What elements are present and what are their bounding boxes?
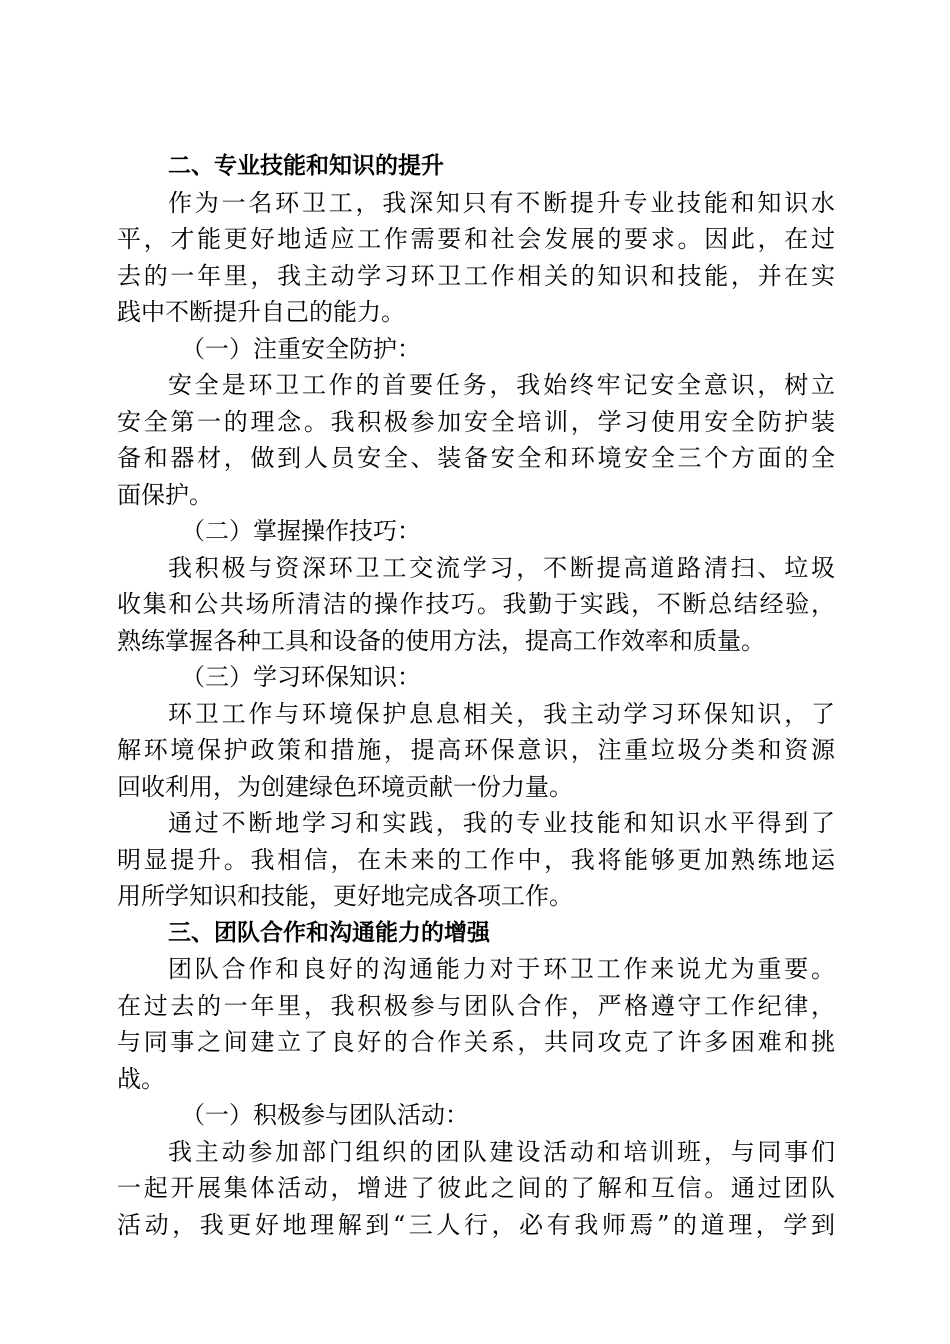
- paragraph-line: 践中不断提升自己的能力。: [117, 298, 405, 326]
- paragraph-line: 用所学知识和技能，更好地完成各项工作。: [117, 882, 573, 910]
- paragraph-line: 明显提升。我相信，在未来的工作中，我将能够更加熟练地运: [117, 845, 835, 874]
- paragraph-line: 战。: [117, 1064, 165, 1093]
- paragraph-line: 一起开展集体活动，增进了彼此之间的了解和互信。通过团队: [117, 1174, 835, 1202]
- subsection-title: （二）掌握操作技巧：: [181, 517, 421, 545]
- paragraph-line: 面保护。: [117, 480, 213, 509]
- paragraph-line: 收集和公共场所清洁的操作技巧。我勤于实践，不断总结经验，: [117, 590, 835, 618]
- paragraph-line: 安全第一的理念。我积极参加安全培训，学习使用安全防护装: [117, 407, 835, 436]
- paragraph-line: 活动，我更好地理解到“三人行，必有我师焉”的道理，学到: [117, 1210, 835, 1239]
- subsection-title: （一）注重安全防护：: [181, 334, 421, 363]
- section-2-heading: 二、专业技能和知识的提升: [168, 153, 444, 179]
- paragraph-line: 与同事之间建立了良好的合作关系，共同攻克了许多困难和挑: [117, 1028, 835, 1056]
- paragraph-line: 备和器材，做到人员安全、装备安全和环境安全三个方面的全: [117, 444, 835, 472]
- paragraph-line: 在过去的一年里，我积极参与团队合作，严格遵守工作纪律，: [117, 991, 835, 1020]
- subsection-title: （一）积极参与团队活动：: [181, 1101, 469, 1129]
- paragraph-line: 环卫工作与环境保护息息相关，我主动学习环保知识，了: [168, 699, 835, 728]
- paragraph-line: 团队合作和良好的沟通能力对于环卫工作来说尤为重要。: [168, 955, 835, 983]
- paragraph-line: 通过不断地学习和实践，我的专业技能和知识水平得到了: [168, 809, 835, 837]
- paragraph-line: 熟练掌握各种工具和设备的使用方法，提高工作效率和质量。: [117, 626, 765, 655]
- paragraph-line: 我主动参加部门组织的团队建设活动和培训班，与同事们: [168, 1137, 835, 1166]
- paragraph-line: 作为一名环卫工，我深知只有不断提升专业技能和知识水: [168, 188, 835, 217]
- document-page: [117, 148, 835, 1243]
- paragraph-line: 我积极与资深环卫工交流学习，不断提高道路清扫、垃圾: [168, 553, 835, 582]
- section-3-heading: 三、团队合作和沟通能力的增强: [168, 919, 490, 946]
- paragraph-line: 平，才能更好地适应工作需要和社会发展的要求。因此，在过: [117, 225, 835, 253]
- subsection-title: （三）学习环保知识：: [181, 663, 421, 691]
- paragraph-line: 安全是环卫工作的首要任务，我始终牢记安全意识，树立: [168, 371, 835, 399]
- paragraph-line: 回收利用，为创建绿色环境贡献一份力量。: [117, 772, 573, 801]
- paragraph-line: 去的一年里，我主动学习环卫工作相关的知识和技能，并在实: [117, 261, 835, 290]
- paragraph-line: 解环境保护政策和措施，提高环保意识，注重垃圾分类和资源: [117, 736, 835, 764]
